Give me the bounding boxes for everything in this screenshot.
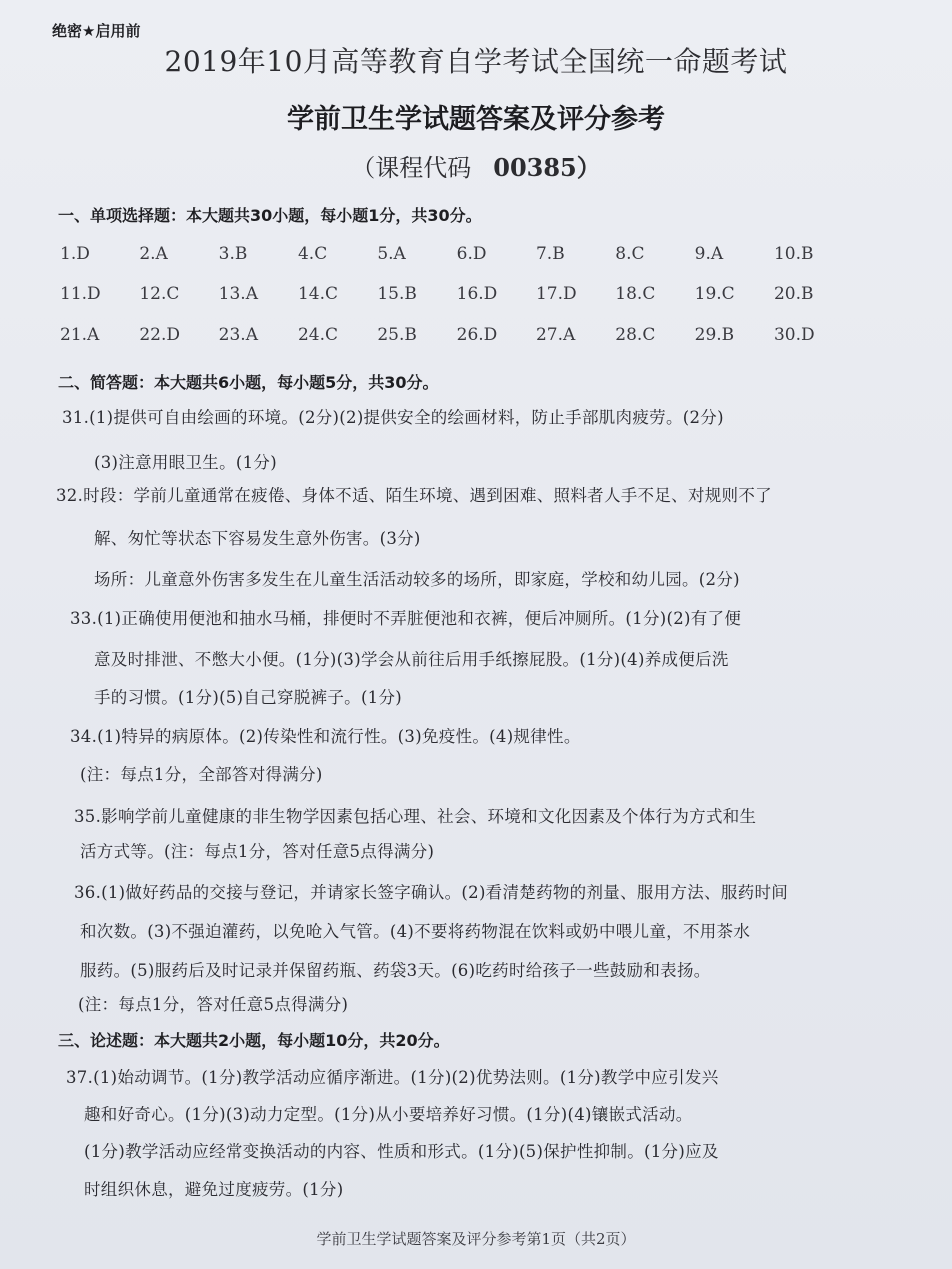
- answer-item: 11.D: [60, 284, 101, 304]
- answer-item: 8.C: [615, 244, 645, 264]
- answer-item: 6.D: [456, 244, 487, 264]
- answer-item: 30.D: [773, 325, 815, 345]
- answer-item: 5.A: [377, 244, 406, 264]
- answer-item: 13.A: [218, 284, 258, 304]
- answer-row: [60, 244, 850, 264]
- answer-line: 活方式等。(注：每点1分，答对任意5点得满分): [80, 842, 435, 861]
- answer-row: [60, 284, 850, 304]
- answer-line: 趣和好奇心。(1分)(3)动力定型。(1分)从小要培养好习惯。(1分)(4)镶嵌式活动。: [84, 1105, 693, 1124]
- section1-heading: 一、单项选择题：本大题共30小题，每小题1分，共30分。: [58, 206, 482, 225]
- answer-item: 4.C: [297, 244, 328, 264]
- answer-item: 7.B: [535, 244, 565, 264]
- answer-line: 解、匆忙等状态下容易发生意外伤害。(3分): [94, 529, 421, 548]
- answer-item: 21.A: [60, 325, 100, 345]
- scoring-note: (注：每点1分，答对任意5点得满分): [78, 995, 349, 1014]
- section3-heading: 三、论述题：本大题共2小题，每小题10分，共20分。: [58, 1031, 450, 1050]
- answer-item: 25.B: [377, 325, 417, 345]
- confidential-label: 绝密★启用前: [52, 22, 141, 40]
- answer-line: 和次数。(3)不强迫灌药，以免呛入气管。(4)不要将药物混在饮料或奶中喂儿童，不用茶水: [80, 922, 751, 941]
- answer-line: 33.(1)正确使用便池和抽水马桶，排便时不弄脏便池和衣裤，便后冲厕所。(1分)(2)有了便: [70, 609, 742, 628]
- answer-line: (1分)教学活动应经常变换活动的内容、性质和形式。(1分)(5)保护性抑制。(1分)应及: [84, 1142, 719, 1161]
- answer-item: 22.D: [139, 325, 180, 345]
- answer-item: 23.A: [218, 325, 258, 345]
- answer-line: (3)注意用眼卫生。(1分): [94, 453, 277, 472]
- answer-row: [60, 325, 850, 345]
- answer-item: 10.B: [773, 244, 814, 264]
- answer-item: 26.D: [456, 325, 498, 345]
- exam-title: 2019年10月高等教育自学考试全国统一命题考试: [164, 45, 788, 78]
- answer-item: 2.A: [139, 244, 168, 264]
- answer-item: 20.B: [773, 284, 814, 304]
- course-code-label: （课程代码: [351, 154, 472, 182]
- answer-line: 35.影响学前儿童健康的非生物学因素包括心理、社会、环境和文化因素及个体行为方式和生: [74, 807, 757, 826]
- answer-line: 时组织休息，避免过度疲劳。(1分): [84, 1180, 344, 1199]
- answer-line: 37.(1)始动调节。(1分)教学活动应循序渐进。(1分)(2)优势法则。(1分)教学中应引发兴: [66, 1068, 719, 1087]
- answer-item: 27.A: [535, 325, 576, 345]
- answer-item: 15.B: [377, 284, 417, 304]
- answer-line: 服药。(5)服药后及时记录并保留药瓶、药袋3天。(6)吃药时给孩子一些鼓励和表扬。: [80, 961, 711, 980]
- answer-item: 28.C: [615, 325, 656, 345]
- scoring-note: (注：每点1分，全部答对得满分): [80, 765, 323, 784]
- answer-line: 手的习惯。(1分)(5)自己穿脱裤子。(1分): [94, 688, 403, 707]
- answer-item: 9.A: [694, 244, 724, 264]
- answer-line: 34.(1)特异的病原体。(2)传染性和流行性。(3)免疫性。(4)规律性。: [70, 727, 581, 746]
- answer-item: 18.C: [615, 284, 656, 304]
- answer-line: 31.(1)提供可自由绘画的环境。(2分)(2)提供安全的绘画材料，防止手部肌肉疲劳。(2分): [62, 408, 724, 427]
- course-code-value: 00385）: [493, 153, 601, 182]
- answer-item: 17.D: [535, 284, 577, 304]
- answer-item: 16.D: [456, 284, 498, 304]
- answer-item: 1.D: [60, 244, 90, 264]
- course-code: [0, 148, 952, 183]
- page-footer: 学前卫生学试题答案及评分参考第1页（共2页）: [316, 1230, 636, 1248]
- answer-item: 29.B: [694, 325, 735, 345]
- answer-line: 36.(1)做好药品的交接与登记，并请家长签字确认。(2)看清楚药物的剂量、服用方法、服药时间: [74, 883, 789, 902]
- answer-line: 32.时段：学前儿童通常在疲倦、身体不适、陌生环境、遇到困难、照料者人手不足、对规则不了: [56, 486, 772, 505]
- section2-heading: 二、简答题：本大题共6小题，每小题5分，共30分。: [58, 373, 439, 392]
- answer-item: 14.C: [297, 284, 339, 304]
- answer-line: 意及时排泄、不憋大小便。(1分)(3)学会从前往后用手纸擦屁股。(1分)(4)养成便后洗: [94, 650, 729, 669]
- answer-item: 3.B: [218, 244, 248, 264]
- answer-item: 12.C: [139, 284, 180, 304]
- answer-item: 19.C: [694, 284, 735, 304]
- answer-item: 24.C: [297, 325, 339, 345]
- answer-line: 场所：儿童意外伤害多发生在儿童生活活动较多的场所，即家庭，学校和幼儿园。(2分): [94, 570, 740, 589]
- document-title: 学前卫生学试题答案及评分参考: [287, 104, 665, 135]
